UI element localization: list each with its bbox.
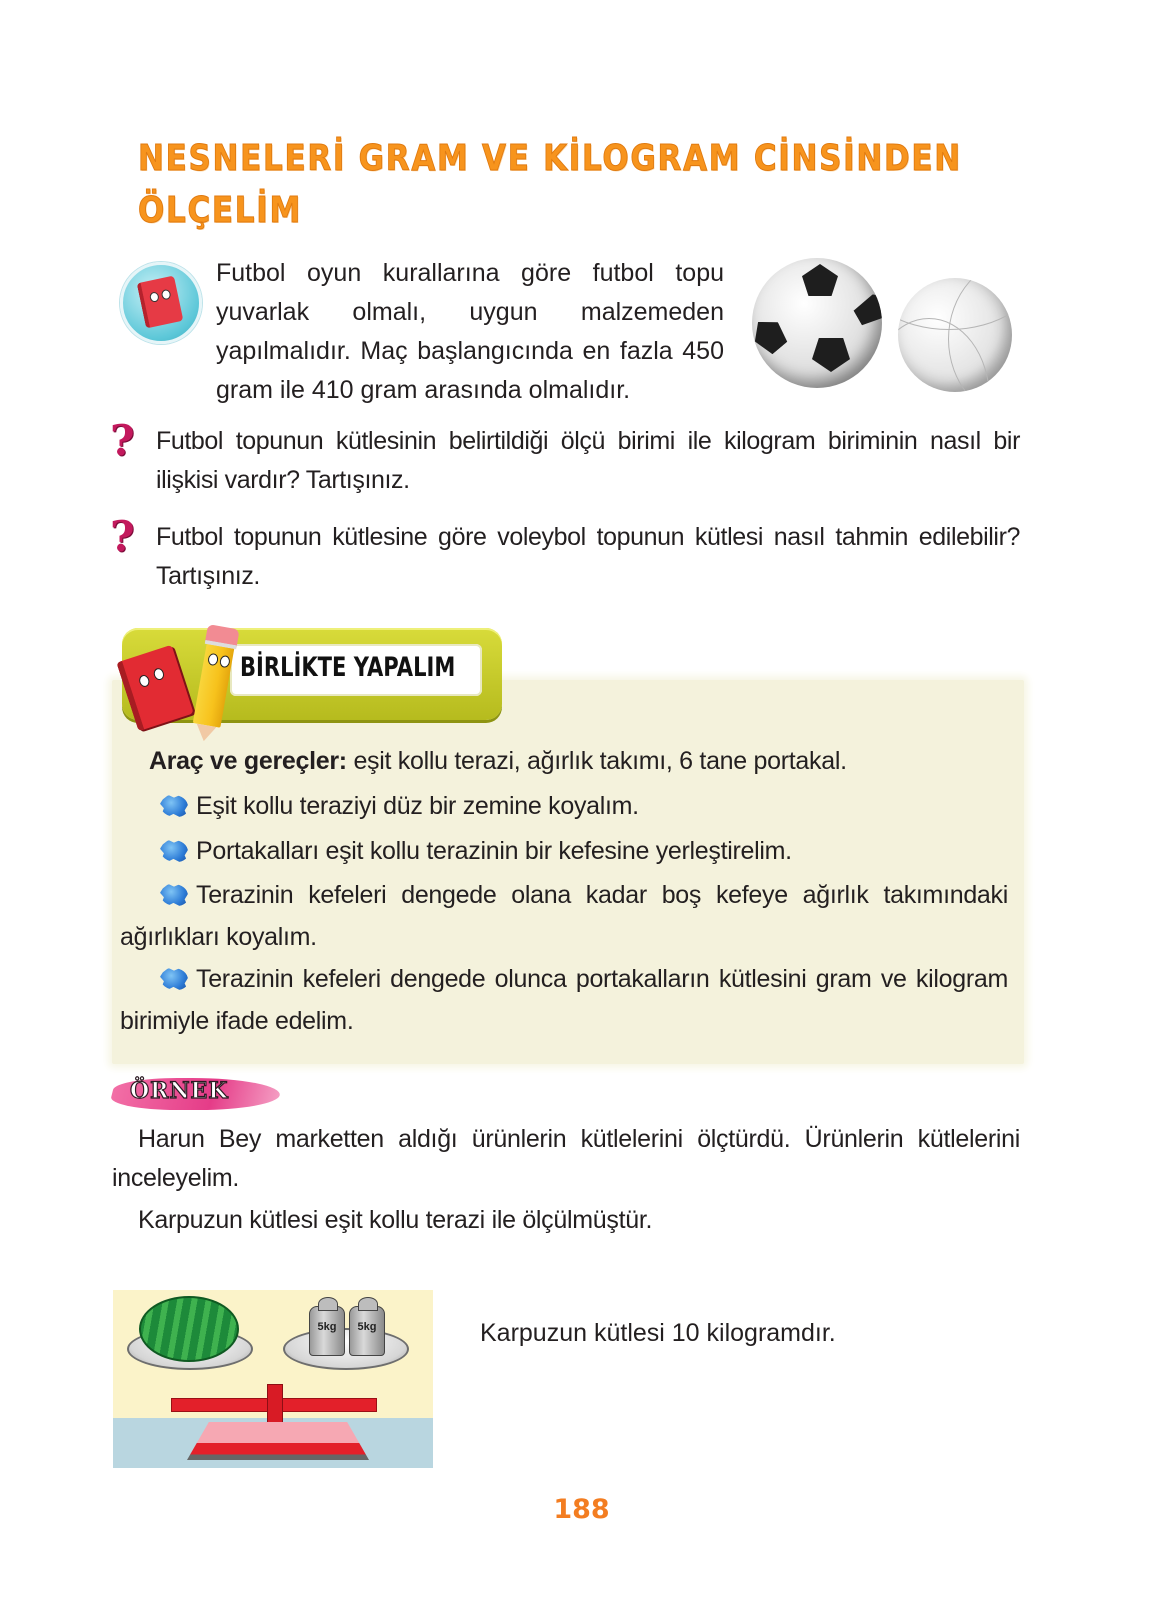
notebook-mascot-icon (120, 262, 202, 344)
page-title-line-1: NESNELERİ GRAM VE KİLOGRAM CİNSİNDEN (138, 138, 962, 179)
step-text: Terazinin kefeleri dengede olana kadar boş kefeye ağırlık takımındaki ağırlıkları koyalım. (120, 881, 1008, 951)
step-text: Eşit kollu teraziyi düz bir zemine koyalım. (196, 792, 639, 820)
step-text: Portakalları eşit kollu terazinin bir kefesine yerleştirelim. (196, 837, 792, 865)
activity-step (120, 874, 1008, 958)
ball-patch (802, 264, 838, 296)
blue-splash-bullet-icon (160, 795, 188, 817)
mascot-eye (149, 291, 160, 303)
step-text: Terazinin kefeleri dengede olunca portakalların kütlesini gram ve kilogram birimiyle ifade edelim. (120, 965, 1008, 1035)
example-paragraph: Harun Bey marketten aldığı ürünlerin kütlelerini ölçtürdü. Ürünlerin kütlelerini inceleyelim. (112, 1125, 1020, 1192)
watermelon-icon (139, 1296, 239, 1362)
blue-splash-bullet-icon (160, 884, 188, 906)
activity-step (120, 958, 1008, 1042)
materials-text: eşit kollu terazi, ağırlık takımı, 6 tane portakal. (346, 747, 847, 775)
ball-patch (851, 287, 882, 330)
scale-caption: Karpuzun kütlesi 10 kilogramdır. (480, 1319, 836, 1347)
weight-label: 5kg (317, 1321, 337, 1333)
page-number: 188 (553, 1494, 610, 1525)
question-mark-icon: ? (110, 512, 135, 561)
ball-patch (752, 312, 791, 357)
notebook-shape (137, 276, 184, 329)
mascot-eye (161, 289, 172, 301)
right-scale-pan (283, 1328, 409, 1370)
activity-step (120, 785, 1008, 827)
question-text: Futbol topunun kütlesinin belirtildiği ölçü birimi ile kilogram biriminin nasıl bir ilişkisi vardır? Tartışınız. (156, 427, 1020, 494)
ball-patch (812, 338, 850, 372)
question-text: Futbol topunun kütlesine göre voleybol topunun kütlesi nasıl tahmin edilebilir? Tartışınız. (156, 523, 1020, 590)
volleyball-image (898, 278, 1012, 392)
question-mark-icon: ? (110, 416, 135, 465)
activity-banner-label: BİRLİKTE YAPALIM (240, 652, 456, 683)
weight-label: 5kg (357, 1321, 377, 1333)
scale-base (187, 1422, 369, 1460)
weight-icon (309, 1306, 345, 1356)
activity-step (120, 830, 1008, 872)
balance-scale-image (113, 1290, 433, 1468)
materials-label: Araç ve gereçler: (149, 747, 347, 775)
blue-splash-bullet-icon (160, 840, 188, 862)
example-badge-label: ÖRNEK (130, 1078, 229, 1104)
example-paragraph: Karpuzun kütlesi eşit kollu terazi ile ölçülmüştür. (138, 1206, 653, 1234)
mascot-eye (207, 653, 219, 667)
mascot-eye (219, 655, 231, 669)
soccer-ball-image (752, 258, 882, 388)
blue-splash-bullet-icon (160, 968, 188, 990)
mascot-eye (152, 667, 165, 682)
example-badge (112, 1074, 280, 1114)
materials-line (149, 742, 1009, 781)
intro-paragraph: Futbol oyun kurallarına göre futbol topu yuvarlak olmalı, uygun malzemeden yapılmalıdır. Maç başlangıcında en fazla 450 gram ile 410 gram arasında olmalıdır. (216, 259, 724, 404)
page-title-line-2: ÖLÇELİM (138, 190, 303, 231)
mascot-eye (138, 674, 151, 689)
weight-icon (349, 1306, 385, 1356)
